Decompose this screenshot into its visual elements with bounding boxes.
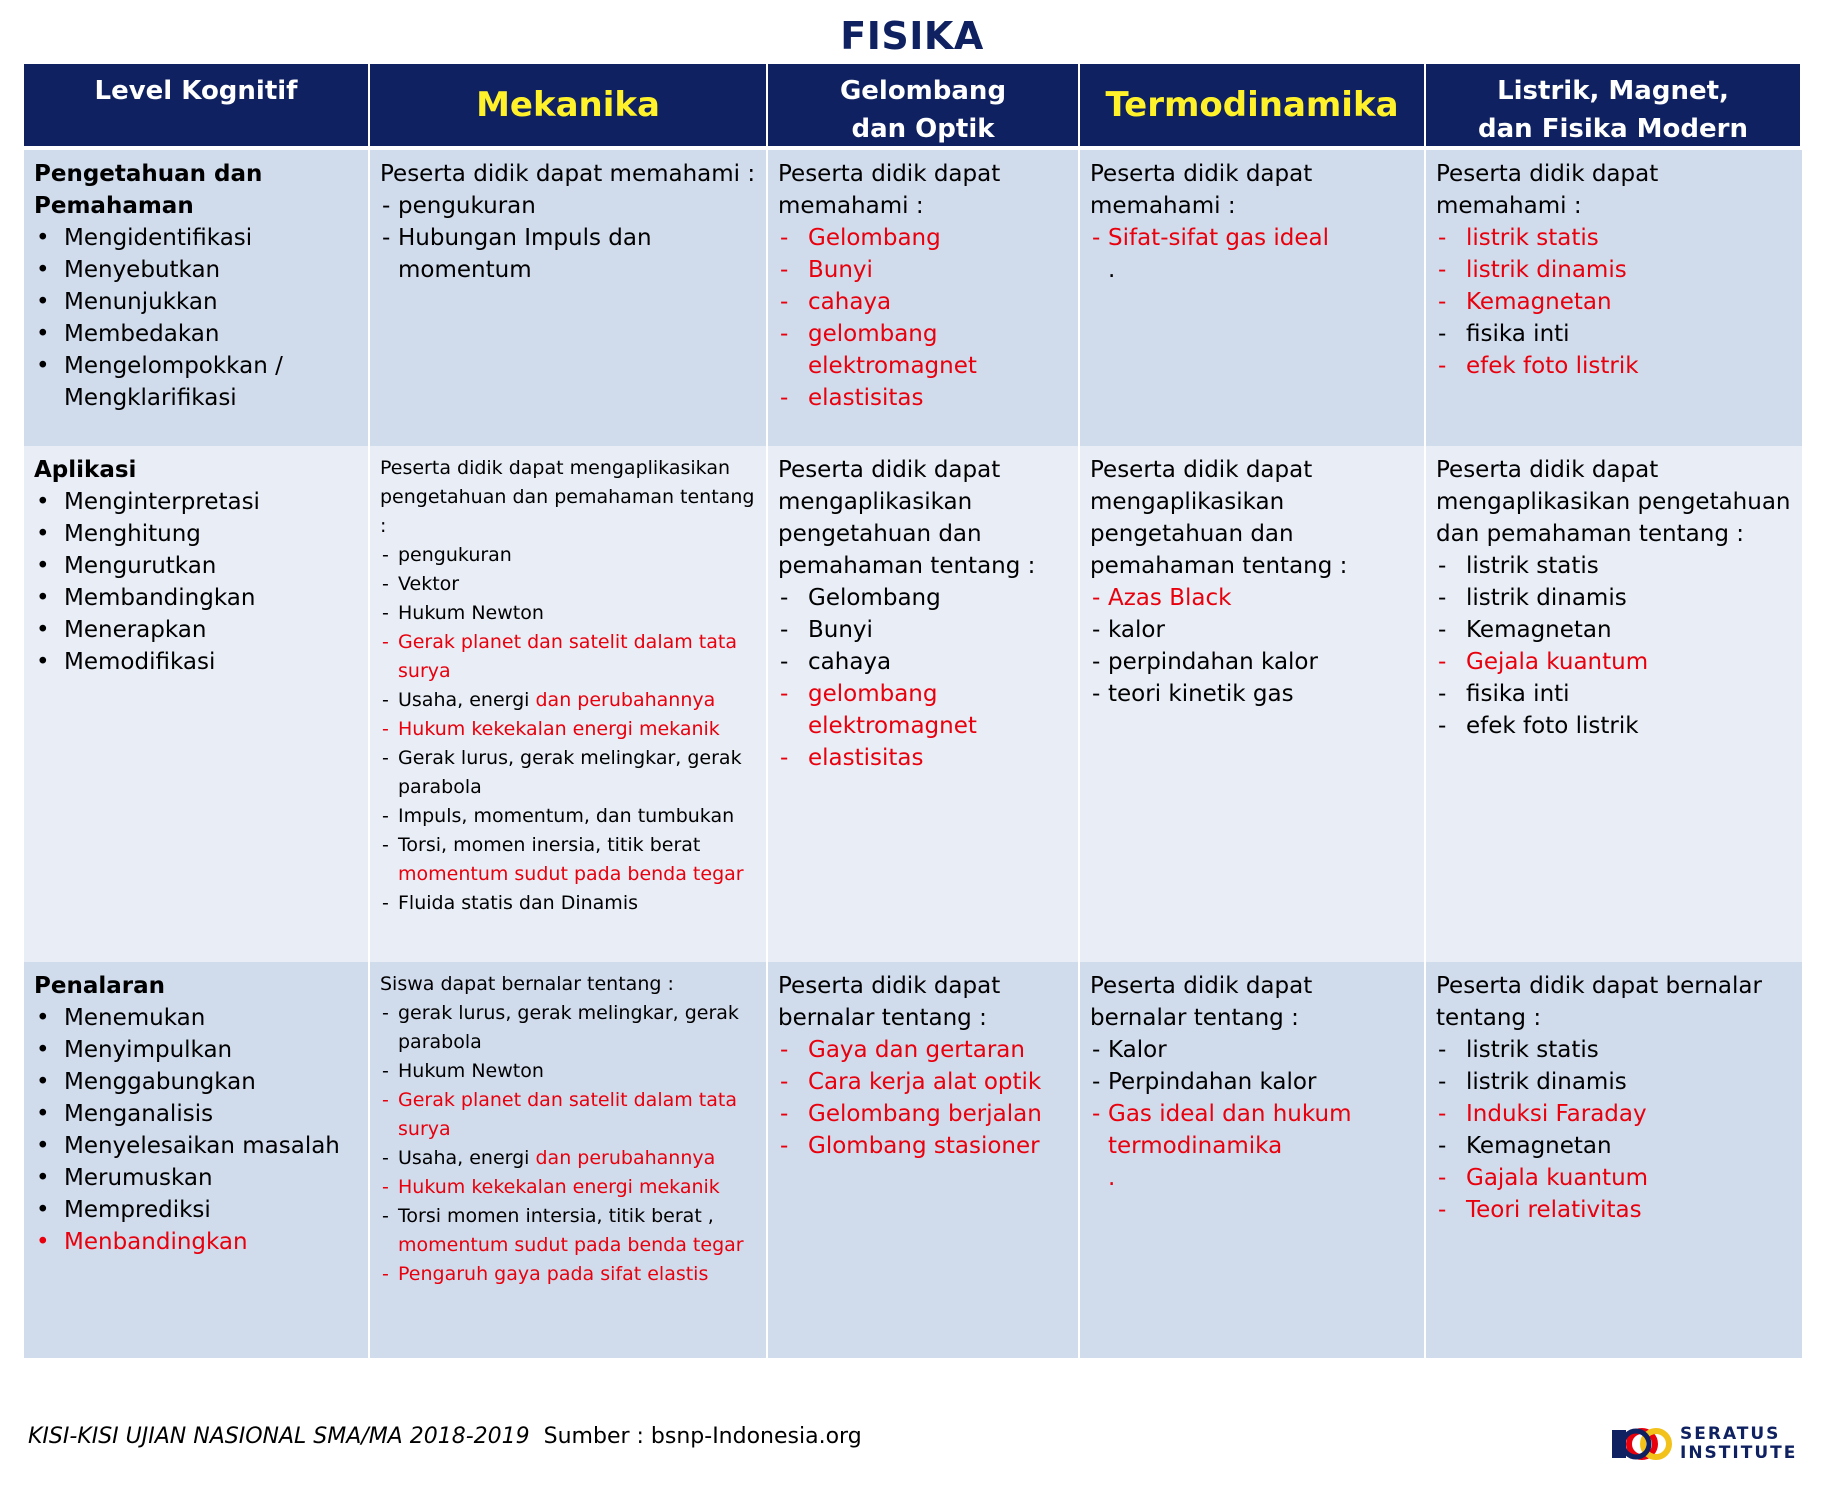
topic-item-text: Teori relativitas <box>1466 1197 1642 1223</box>
topic-item <box>380 599 756 628</box>
topic-item-text: Fluida statis dan Dinamis <box>398 892 638 914</box>
topic-item-text: Induksi Faraday <box>1466 1101 1647 1127</box>
level-list <box>34 486 358 678</box>
topic-item <box>1090 1098 1414 1162</box>
topic-item-text: elastisitas <box>808 385 924 411</box>
header-label: Gelombang dan Optik <box>839 76 1007 144</box>
level-cell <box>24 962 370 1358</box>
topic-intro: Peserta didik dapat mengaplikasikan pengetahuan dan pemahaman tentang : <box>778 457 1036 579</box>
topic-intro: Siswa dapat bernalar tentang : <box>380 973 674 995</box>
topic-item <box>380 889 756 918</box>
level-item: • Mengidentifikasi <box>34 222 358 254</box>
topic-item-text: Usaha, energi <box>398 1147 536 1169</box>
topic-item-text: Hukum Newton <box>398 602 544 624</box>
topic-item-text: Hukum Newton <box>398 1060 544 1082</box>
topic-cell <box>1426 446 1802 962</box>
topic-intro: Peserta didik dapat memahami : <box>380 161 756 187</box>
topic-item-text: kalor <box>1108 617 1165 643</box>
topic-item <box>1090 222 1414 254</box>
level-item: • Menbandingkan <box>34 1226 358 1258</box>
header-label: Mekanika <box>476 85 660 125</box>
topic-item-text: Torsi momen intersia, titik berat , <box>398 1205 714 1227</box>
topic-item-text: Pengaruh gaya pada sifat elastis <box>398 1263 709 1285</box>
topic-list <box>380 190 756 286</box>
topic-cell <box>1080 150 1426 446</box>
topic-item-text: gelombang elektromagnet <box>808 321 977 379</box>
topic-item-text: efek foto listrik <box>1466 713 1639 739</box>
topic-item <box>778 742 1068 774</box>
topic-item <box>1090 1034 1414 1066</box>
topic-item <box>778 1130 1068 1162</box>
page-title: FISIKA <box>840 14 984 58</box>
topic-cell <box>1426 962 1802 1358</box>
topic-item-text-red: momentum sudut pada benda tegar <box>398 863 744 885</box>
level-item: • Membandingkan <box>34 582 358 614</box>
topic-item <box>778 286 1068 318</box>
topic-item <box>1436 1130 1792 1162</box>
topic-item-text: Gelombang <box>808 225 941 251</box>
topic-item <box>1090 1066 1414 1098</box>
topic-item <box>380 1057 756 1086</box>
topic-list <box>380 999 756 1289</box>
level-item: • Menyimpulkan <box>34 1034 358 1066</box>
topic-item <box>380 999 756 1057</box>
topic-item-text: pengukuran <box>398 193 536 219</box>
topic-item-text: Perpindahan kalor <box>1108 1069 1317 1095</box>
topic-item <box>380 1173 756 1202</box>
level-item: • Menunjukkan <box>34 286 358 318</box>
topic-item <box>778 222 1068 254</box>
topic-item-text: pengukuran <box>398 544 512 566</box>
topic-trail: . <box>1108 257 1116 283</box>
topic-item <box>1436 614 1792 646</box>
topic-intro: Peserta didik dapat memahami : <box>778 161 1001 219</box>
header-label: Level Kognitif <box>94 76 298 106</box>
topic-item-text: Hubungan Impuls dan momentum <box>398 225 652 283</box>
topic-item <box>778 678 1068 742</box>
topic-intro: Peserta didik dapat memahami : <box>1090 161 1313 219</box>
topic-cell <box>1080 446 1426 962</box>
level-list <box>34 1002 358 1258</box>
topic-item-text: listrik statis <box>1466 225 1599 251</box>
topic-intro: Peserta didik dapat mengaplikasikan pengetahuan dan pemahaman tentang : <box>1436 457 1791 547</box>
seratus-institute-logo <box>1612 1418 1802 1470</box>
topic-item-text: Gelombang berjalan <box>808 1101 1042 1127</box>
footer <box>28 1424 862 1449</box>
level-item: • Merumuskan <box>34 1162 358 1194</box>
level-title: Aplikasi <box>34 457 137 483</box>
topic-list <box>1436 222 1792 382</box>
level-item: • Menganalisis <box>34 1098 358 1130</box>
level-item: • Mengelompokkan / Mengklarifikasi <box>34 350 358 414</box>
topic-cell <box>768 962 1080 1358</box>
topic-item <box>380 831 756 889</box>
topic-item-text: listrik dinamis <box>1466 1069 1627 1095</box>
topic-item <box>778 1098 1068 1130</box>
topic-intro: Peserta didik dapat bernalar tentang : <box>1090 973 1313 1031</box>
level-item: • Menggabungkan <box>34 1066 358 1098</box>
topic-item <box>778 582 1068 614</box>
logo-rings-icon <box>1612 1422 1676 1466</box>
topic-list <box>380 541 756 918</box>
kisi-kisi-table <box>24 64 1802 1358</box>
topic-intro: Peserta didik dapat mengaplikasikan pengetahuan dan pemahaman tentang : <box>1090 457 1348 579</box>
topic-item-text: teori kinetik gas <box>1108 681 1294 707</box>
topic-item-text: Kalor <box>1108 1037 1167 1063</box>
topic-item <box>1436 710 1792 742</box>
topic-item-text-red: dan perubahannya <box>535 1147 716 1169</box>
topic-item <box>380 802 756 831</box>
topic-item <box>1090 614 1414 646</box>
topic-item-text: listrik dinamis <box>1466 585 1627 611</box>
level-cell <box>24 150 370 446</box>
topic-intro: Peserta didik dapat bernalar tentang : <box>778 973 1001 1031</box>
topic-item <box>1436 222 1792 254</box>
topic-item <box>1436 318 1792 350</box>
topic-item-text: elastisitas <box>808 745 924 771</box>
topic-item-text: efek foto listrik <box>1466 353 1639 379</box>
topic-item <box>778 254 1068 286</box>
topic-trail: . <box>1108 1165 1116 1191</box>
topic-intro: Peserta didik dapat mengaplikasikan pengetahuan dan pemahaman tentang : <box>380 457 755 537</box>
topic-item-text: cahaya <box>808 649 892 675</box>
topic-cell <box>370 150 768 446</box>
topic-item <box>1436 1034 1792 1066</box>
topic-item <box>380 715 756 744</box>
level-item: • Membedakan <box>34 318 358 350</box>
topic-item <box>1436 646 1792 678</box>
topic-intro: Peserta didik dapat memahami : <box>1436 161 1659 219</box>
footer-source: Sumber : bsnp-Indonesia.org <box>543 1424 862 1449</box>
topic-item-text: gelombang elektromagnet <box>808 681 977 739</box>
topic-list <box>1090 582 1414 710</box>
topic-item-text: Hukum kekekalan energi mekanik <box>398 1176 720 1198</box>
topic-item <box>778 1066 1068 1098</box>
topic-item-text: Gerak planet dan satelit dalam tata surya <box>398 631 737 682</box>
topic-item <box>1436 1066 1792 1098</box>
topic-item <box>380 541 756 570</box>
topic-list <box>778 1034 1068 1162</box>
topic-item <box>1436 582 1792 614</box>
level-item: • Menghitung <box>34 518 358 550</box>
header-cell <box>1080 64 1426 150</box>
topic-item-text: fisika inti <box>1466 321 1570 347</box>
topic-item <box>380 1202 756 1260</box>
header-label: Termodinamika <box>1105 85 1399 125</box>
level-item: • Menyelesaikan masalah <box>34 1130 358 1162</box>
level-item: • Menerapkan <box>34 614 358 646</box>
level-item: • Menemukan <box>34 1002 358 1034</box>
topic-item-text-red: momentum sudut pada benda tegar <box>398 1234 744 1256</box>
topic-item-text: Gaya dan gertaran <box>808 1037 1025 1063</box>
topic-item-text: listrik dinamis <box>1466 257 1627 283</box>
topic-item-text: Impuls, momentum, dan tumbukan <box>398 805 735 827</box>
topic-item-text: fisika inti <box>1466 681 1570 707</box>
topic-item <box>380 190 756 222</box>
topic-item <box>380 686 756 715</box>
topic-cell <box>370 962 768 1358</box>
level-list <box>34 222 358 414</box>
topic-item <box>380 222 756 286</box>
topic-item-text: Gelombang <box>808 585 941 611</box>
topic-item-text: Sifat-sifat gas ideal <box>1108 225 1330 251</box>
level-item: • Menyebutkan <box>34 254 358 286</box>
topic-item <box>1090 582 1414 614</box>
topic-cell <box>768 150 1080 446</box>
topic-item <box>1436 286 1792 318</box>
topic-item <box>778 382 1068 414</box>
topic-item <box>1436 1194 1792 1226</box>
topic-item-text: Gejala kuantum <box>1466 649 1649 675</box>
topic-list <box>778 222 1068 414</box>
topic-item-text: Kemagnetan <box>1466 617 1612 643</box>
topic-item-text: Usaha, energi <box>398 689 536 711</box>
topic-item <box>380 1086 756 1144</box>
level-item: • Memodifikasi <box>34 646 358 678</box>
topic-item-text-red: dan perubahannya <box>535 689 716 711</box>
topic-item-text: Bunyi <box>808 617 873 643</box>
topic-item-text: Gerak planet dan satelit dalam tata surya <box>398 1089 737 1140</box>
topic-list <box>1436 550 1792 742</box>
topic-item <box>1436 678 1792 710</box>
topic-item-text: Torsi, momen inersia, titik berat <box>398 834 701 856</box>
topic-item <box>380 570 756 599</box>
topic-intro: Peserta didik dapat bernalar tentang : <box>1436 973 1762 1031</box>
topic-item-text: Gas ideal dan hukum termodinamika <box>1108 1101 1352 1159</box>
topic-item-text: listrik statis <box>1466 553 1599 579</box>
footer-exam-label: KISI-KISI UJIAN NASIONAL SMA/MA 2018-2019 <box>28 1424 530 1449</box>
topic-item-text: Azas Black <box>1108 585 1232 611</box>
topic-item <box>380 744 756 802</box>
topic-item-text: Gajala kuantum <box>1466 1165 1649 1191</box>
level-cell <box>24 446 370 962</box>
topic-item <box>1436 550 1792 582</box>
level-item: • Menginterpretasi <box>34 486 358 518</box>
topic-item <box>778 646 1068 678</box>
topic-item <box>380 1260 756 1289</box>
topic-item-text: cahaya <box>808 289 892 315</box>
header-cell <box>768 64 1080 150</box>
header-cell <box>370 64 768 150</box>
topic-item-text: Kemagnetan <box>1466 289 1612 315</box>
topic-item-text: listrik statis <box>1466 1037 1599 1063</box>
topic-item-text: perpindahan kalor <box>1108 649 1318 675</box>
topic-list <box>778 582 1068 774</box>
topic-item <box>1436 254 1792 286</box>
header-cell <box>24 64 370 150</box>
topic-item <box>1090 646 1414 678</box>
logo-text-line2: INSTITUTE <box>1680 1443 1798 1463</box>
topic-item <box>1436 350 1792 382</box>
topic-item-text: Cara kerja alat optik <box>808 1069 1042 1095</box>
topic-cell <box>1426 150 1802 446</box>
topic-item-text: Hukum kekekalan energi mekanik <box>398 718 720 740</box>
topic-item-text: gerak lurus, gerak melingkar, gerak parabola <box>398 1002 739 1053</box>
topic-item <box>778 614 1068 646</box>
level-item: • Mengurutkan <box>34 550 358 582</box>
topic-item-text: Bunyi <box>808 257 873 283</box>
topic-item-text: Vektor <box>398 573 460 595</box>
topic-item <box>1436 1162 1792 1194</box>
topic-cell <box>370 446 768 962</box>
topic-item <box>380 1144 756 1173</box>
topic-item <box>778 318 1068 382</box>
header-cell <box>1426 64 1802 150</box>
topic-list <box>1436 1034 1792 1226</box>
topic-item <box>778 1034 1068 1066</box>
header-label: Listrik, Magnet, dan Fisika Modern <box>1478 76 1748 144</box>
topic-cell <box>1080 962 1426 1358</box>
topic-list <box>1090 222 1414 254</box>
logo-text-line1: SERATUS <box>1680 1424 1781 1444</box>
topic-list <box>1090 1034 1414 1162</box>
level-title: Penalaran <box>34 973 165 999</box>
level-title: Pengetahuan dan Pemahaman <box>34 161 263 219</box>
topic-item-text: Kemagnetan <box>1466 1133 1612 1159</box>
level-item: • Memprediksi <box>34 1194 358 1226</box>
topic-item <box>1436 1098 1792 1130</box>
topic-item-text: Glombang stasioner <box>808 1133 1040 1159</box>
topic-cell <box>768 446 1080 962</box>
topic-item-text: Gerak lurus, gerak melingkar, gerak parabola <box>398 747 742 798</box>
topic-item <box>380 628 756 686</box>
topic-item <box>1090 678 1414 710</box>
